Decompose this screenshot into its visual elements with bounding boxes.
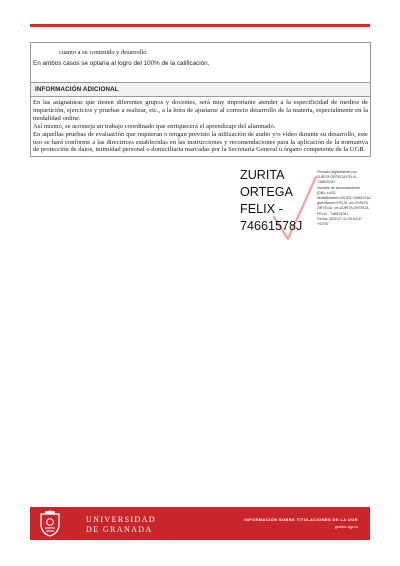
footer-url-link[interactable]: grados.ugr.es [334,524,358,529]
additional-info-box [30,96,371,157]
signature-detail-line: Firmado digitalmente por [317,170,357,174]
digital-signature [240,167,375,247]
signature-detail-line: Fecha: 2020.07.12 09:04:47 [317,216,362,221]
signature-details [317,170,377,227]
additional-info-paragraph: Así mismo, se aconseja un trabajo coordinado que enriquecerá el aprendizaje del alumnado. [33,122,276,130]
signer-name-line: ZURITA [240,168,285,182]
additional-info-paragraph: En las asignaturas que tienen diferentes grupos y docentes, será muy importante atender a la especificidad de medios de impartición, ejercicios y pruebas a realizar, etc., a la hora de ajustarse al correcto desarrollo de la materia, especialmente en la modalidad online. [33,99,368,122]
signer-name-line: 74661578J [240,219,303,233]
header-accent-bar [30,24,370,27]
additional-info-header [30,82,371,96]
signature-detail-line: 74661578J [317,180,335,185]
university-name-line1: UNIVERSIDAD [86,515,157,524]
signature-detail-line: Nombre de reconocimiento [317,185,361,190]
evaluation-text-line2: En ambos casos se optaría al logro del 100% de la calificación. [33,60,210,67]
footer-info-text: INFORMACIÓN SOBRE TITULACIONES DE LA UGR [244,517,358,522]
signer-name-line: ORTEGA [240,185,293,199]
signature-detail-line: (DN): c=ES, [317,190,337,195]
signature-detail-line: +02'00' [317,222,329,227]
university-crest-icon [38,510,62,537]
signature-detail-line: ZURITA ORTEGA FELIX - [317,175,359,180]
evaluation-text-line1: cuanto a su contenido y desarrollo. [59,49,149,56]
footer-bar [30,507,370,540]
signer-name [240,167,302,235]
additional-info-heading: INFORMACIÓN ADICIONAL [35,86,119,93]
signature-detail-line: FELIX - 74661578J [317,211,348,216]
additional-info-paragraph: En aquellas pruebas de evaluación que requieran o tengan previsto la utilización de audio y/o vídeo durante su desarrollo, este uso se hará conforme a las directrices establecidas en las instrucciones y recomendaciones para la aplicación de la normativa de protección de datos, intimidad personal o domiciliaria marcadas por la Secretaría General u órgano competente de la UGR. [33,130,368,154]
signature-detail-line: serialNumber=IDCES-74661578J, [317,196,372,201]
signature-detail-line: ORTEGA, cn=ZURITA ORTEGA [317,206,369,211]
university-name-line2: DE GRANADA [86,525,153,534]
signer-name-line: FELIX - [240,202,283,216]
signature-detail-line: givenName=FELIX, sn=ZURITA [317,201,368,206]
document-content [30,42,371,157]
evaluation-box [30,42,371,82]
